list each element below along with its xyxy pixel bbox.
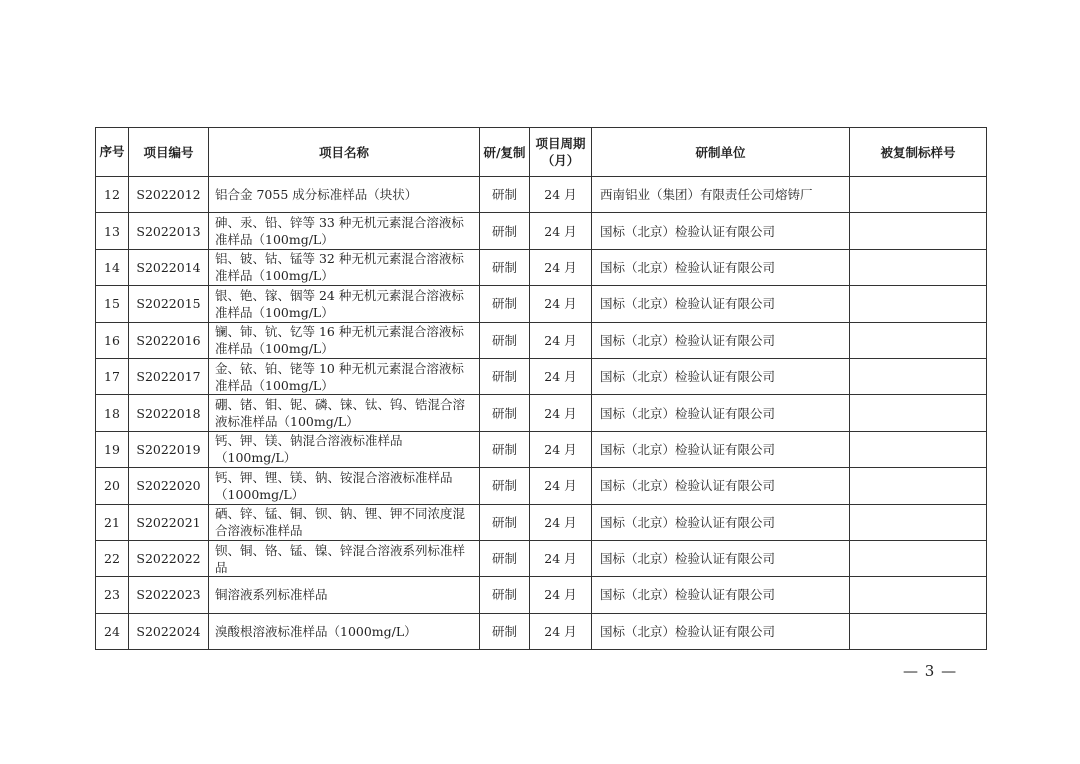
cell-type: 研制 xyxy=(480,249,530,285)
cell-unit: 国标（北京）检验认证有限公司 xyxy=(592,322,850,358)
cell-unit: 国标（北京）检验认证有限公司 xyxy=(592,358,850,394)
cell-copied xyxy=(850,613,987,649)
cell-period: 24 月 xyxy=(530,286,592,322)
table-header-row xyxy=(96,128,987,177)
cell-unit: 国标（北京）检验认证有限公司 xyxy=(592,468,850,504)
cell-code: S2022023 xyxy=(129,577,209,613)
cell-unit: 国标（北京）检验认证有限公司 xyxy=(592,213,850,249)
cell-name: 铝合金 7055 成分标准样品（块状） xyxy=(209,177,480,213)
cell-period: 24 月 xyxy=(530,358,592,394)
cell-period: 24 月 xyxy=(530,577,592,613)
cell-name: 镧、铈、钪、钇等 16 种无机元素混合溶液标准样品（100mg/L） xyxy=(209,322,480,358)
cell-unit: 国标（北京）检验认证有限公司 xyxy=(592,577,850,613)
cell-copied xyxy=(850,322,987,358)
cell-type: 研制 xyxy=(480,395,530,431)
header-name: 项目名称 xyxy=(209,128,480,177)
project-table xyxy=(95,127,987,650)
cell-seq: 15 xyxy=(96,286,129,322)
cell-unit: 国标（北京）检验认证有限公司 xyxy=(592,249,850,285)
cell-seq: 16 xyxy=(96,322,129,358)
page-number: — 3 — xyxy=(903,662,958,680)
header-type: 研/复制 xyxy=(480,128,530,177)
cell-type: 研制 xyxy=(480,577,530,613)
cell-unit: 国标（北京）检验认证有限公司 xyxy=(592,286,850,322)
cell-copied xyxy=(850,286,987,322)
cell-copied xyxy=(850,249,987,285)
table-row xyxy=(96,613,987,649)
table-row xyxy=(96,213,987,249)
cell-copied xyxy=(850,468,987,504)
cell-type: 研制 xyxy=(480,177,530,213)
cell-period: 24 月 xyxy=(530,504,592,540)
cell-code: S2022014 xyxy=(129,249,209,285)
cell-seq: 14 xyxy=(96,249,129,285)
table-body xyxy=(96,177,987,650)
table-row xyxy=(96,468,987,504)
cell-seq: 17 xyxy=(96,358,129,394)
cell-seq: 12 xyxy=(96,177,129,213)
cell-type: 研制 xyxy=(480,431,530,467)
cell-name: 铜溶液系列标准样品 xyxy=(209,577,480,613)
cell-code: S2022024 xyxy=(129,613,209,649)
cell-code: S2022019 xyxy=(129,431,209,467)
header-seq: 序号 xyxy=(96,128,129,177)
table-row xyxy=(96,249,987,285)
table-row xyxy=(96,286,987,322)
cell-name: 铝、铍、钴、锰等 32 种无机元素混合溶液标准样品（100mg/L） xyxy=(209,249,480,285)
cell-unit: 国标（北京）检验认证有限公司 xyxy=(592,540,850,576)
cell-period: 24 月 xyxy=(530,431,592,467)
header-unit: 研制单位 xyxy=(592,128,850,177)
cell-type: 研制 xyxy=(480,358,530,394)
cell-period: 24 月 xyxy=(530,177,592,213)
cell-name: 银、铯、镓、铟等 24 种无机元素混合溶液标准样品（100mg/L） xyxy=(209,286,480,322)
cell-name: 金、铱、铂、铑等 10 种无机元素混合溶液标准样品（100mg/L） xyxy=(209,358,480,394)
cell-seq: 20 xyxy=(96,468,129,504)
cell-type: 研制 xyxy=(480,468,530,504)
cell-unit: 国标（北京）检验认证有限公司 xyxy=(592,504,850,540)
cell-copied xyxy=(850,504,987,540)
table-row xyxy=(96,577,987,613)
cell-copied xyxy=(850,177,987,213)
cell-period: 24 月 xyxy=(530,468,592,504)
cell-name: 硒、锌、锰、铜、钡、钠、锂、钾不同浓度混合溶液标准样品 xyxy=(209,504,480,540)
table-row xyxy=(96,177,987,213)
cell-seq: 13 xyxy=(96,213,129,249)
cell-type: 研制 xyxy=(480,322,530,358)
cell-seq: 24 xyxy=(96,613,129,649)
table-row xyxy=(96,504,987,540)
header-copied: 被复制标样号 xyxy=(850,128,987,177)
table-row xyxy=(96,395,987,431)
cell-name: 砷、汞、铅、锌等 33 种无机元素混合溶液标准样品（100mg/L） xyxy=(209,213,480,249)
cell-copied xyxy=(850,540,987,576)
header-period: 项目周期（月） xyxy=(530,128,592,177)
cell-type: 研制 xyxy=(480,213,530,249)
cell-name: 钙、钾、镁、钠混合溶液标准样品（100mg/L） xyxy=(209,431,480,467)
cell-code: S2022021 xyxy=(129,504,209,540)
project-table-container xyxy=(95,127,986,650)
cell-code: S2022022 xyxy=(129,540,209,576)
cell-copied xyxy=(850,213,987,249)
cell-period: 24 月 xyxy=(530,540,592,576)
cell-copied xyxy=(850,395,987,431)
cell-type: 研制 xyxy=(480,613,530,649)
cell-seq: 18 xyxy=(96,395,129,431)
table-row xyxy=(96,431,987,467)
table-row xyxy=(96,358,987,394)
cell-period: 24 月 xyxy=(530,322,592,358)
cell-code: S2022017 xyxy=(129,358,209,394)
cell-unit: 国标（北京）检验认证有限公司 xyxy=(592,613,850,649)
cell-copied xyxy=(850,358,987,394)
cell-type: 研制 xyxy=(480,540,530,576)
cell-seq: 21 xyxy=(96,504,129,540)
cell-period: 24 月 xyxy=(530,249,592,285)
cell-code: S2022012 xyxy=(129,177,209,213)
cell-seq: 23 xyxy=(96,577,129,613)
cell-seq: 22 xyxy=(96,540,129,576)
cell-seq: 19 xyxy=(96,431,129,467)
cell-name: 溴酸根溶液标准样品（1000mg/L） xyxy=(209,613,480,649)
cell-code: S2022015 xyxy=(129,286,209,322)
cell-type: 研制 xyxy=(480,504,530,540)
cell-name: 硼、锗、钼、铌、磷、铼、钛、钨、锆混合溶液标准样品（100mg/L） xyxy=(209,395,480,431)
cell-unit: 西南铝业（集团）有限责任公司熔铸厂 xyxy=(592,177,850,213)
table-row xyxy=(96,322,987,358)
table-row xyxy=(96,540,987,576)
cell-copied xyxy=(850,577,987,613)
cell-code: S2022016 xyxy=(129,322,209,358)
cell-name: 钙、钾、锂、镁、钠、铵混合溶液标准样品（1000mg/L） xyxy=(209,468,480,504)
cell-code: S2022013 xyxy=(129,213,209,249)
cell-period: 24 月 xyxy=(530,613,592,649)
cell-period: 24 月 xyxy=(530,213,592,249)
cell-unit: 国标（北京）检验认证有限公司 xyxy=(592,395,850,431)
header-code: 项目编号 xyxy=(129,128,209,177)
cell-code: S2022020 xyxy=(129,468,209,504)
cell-type: 研制 xyxy=(480,286,530,322)
cell-copied xyxy=(850,431,987,467)
cell-unit: 国标（北京）检验认证有限公司 xyxy=(592,431,850,467)
cell-name: 钡、铜、铬、锰、镍、锌混合溶液系列标准样品 xyxy=(209,540,480,576)
cell-code: S2022018 xyxy=(129,395,209,431)
cell-period: 24 月 xyxy=(530,395,592,431)
